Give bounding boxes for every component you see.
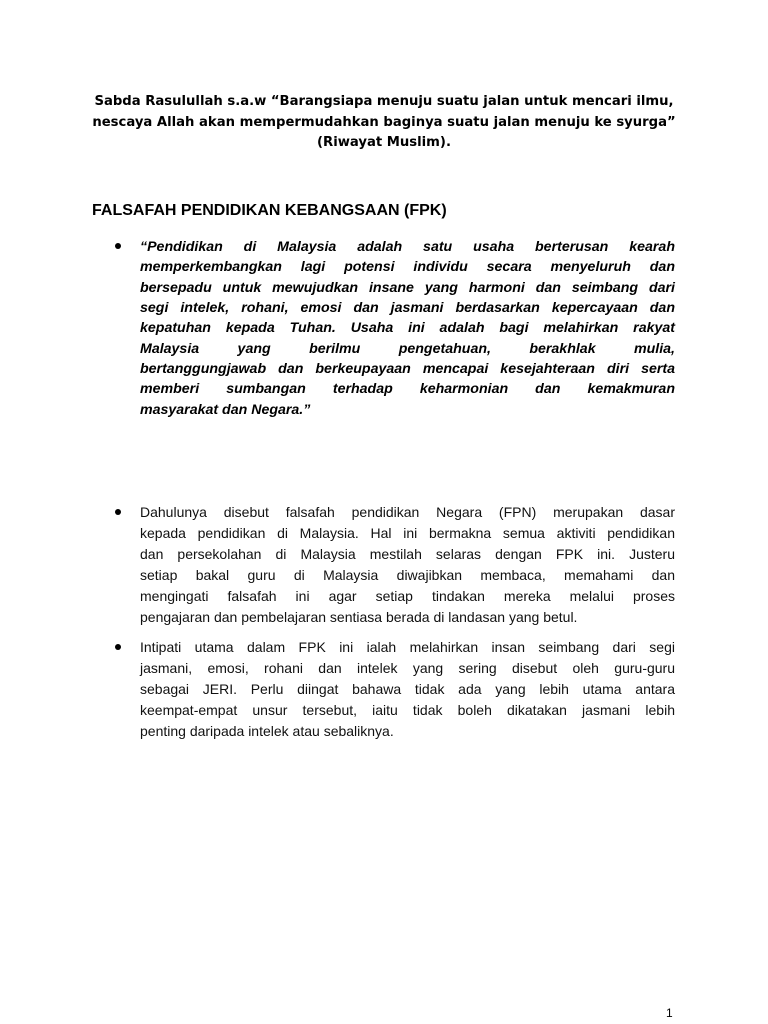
text-line: sebagai JERI. Perlu diingat bahawa tidak ada yang lebih utama antara [140,680,675,697]
text-line: jasmani, emosi, rohani dan intelek yang sering disebut oleh guru-guru [140,659,675,676]
text-line: Intipati utama dalam FPK ini ialah melahirkan insan seimbang dari segi [140,639,675,655]
bullet-dot-icon [115,243,121,249]
bullet-dot-icon [115,644,121,650]
bullet-text [140,637,675,742]
quote-line: Sabda Rasulullah s.a.w “Barangsiapa menuju suatu jalan untuk mencari ilmu, [94,94,674,109]
text-line: masyarakat dan Negara.” [140,401,311,418]
text-line: bersepadu untuk mewujudkan insane yang harmoni dan seimbang dari [140,279,675,296]
text-line: kepatuhan kepada Tuhan. Usaha ini adalah bagi melahirkan rakyat [140,320,675,337]
quote-line: (Riwayat Muslim). [317,135,451,150]
page-number: 1 [666,1006,673,1020]
text-line: keempat-empat unsur tersebut, iaitu tidak boleh dikatakan jasmani lebih [140,701,675,718]
hadith-quote [88,92,680,154]
text-line: kepada pendidikan di Malaysia. Hal ini bermakna semua aktiviti pendidikan [140,524,675,541]
text-line: bertanggungjawab dan berkeupayaan mencapai kesejahteraan diri serta [140,361,675,378]
text-line: “Pendidikan di Malaysia adalah satu usaha berterusan kearah [140,239,675,255]
text-line: penting daripada intelek atau sebaliknya. [140,722,394,739]
bullet-text [140,502,675,627]
text-line: dan persekolahan di Malaysia mestilah selaras dengan FPK ini. Justeru [140,545,675,562]
quote-line: nescaya Allah akan mempermudahkan baginya suatu jalan menuju ke syurga” [92,114,676,130]
text-line: memberi sumbangan terhadap keharmonian dan kemakmuran [140,381,675,398]
bullet-text [140,237,675,420]
text-line: segi intelek, rohani, emosi dan jasmani berdasarkan kepercayaan dan [140,300,675,317]
text-line: mengingati falsafah ini agar setiap tindakan mereka melalui proses [140,587,675,604]
text-line: setiap bakal guru di Malaysia diwajibkan membaca, memahami dan [140,566,675,583]
text-line: Dahulunya disebut falsafah pendidikan Negara (FPN) merupakan dasar [140,504,675,520]
bullet-dot-icon [115,509,121,515]
text-line: pengajaran dan pembelajaran sentiasa berada di landasan yang betul. [140,608,578,625]
section-heading: FALSAFAH PENDIDIKAN KEBANGSAAN (FPK) [92,202,447,219]
text-line: memperkembangkan lagi potensi individu secara menyeluruh dan [140,259,675,276]
text-line: Malaysia yang berilmu pengetahuan, berakhlak mulia, [140,340,675,357]
